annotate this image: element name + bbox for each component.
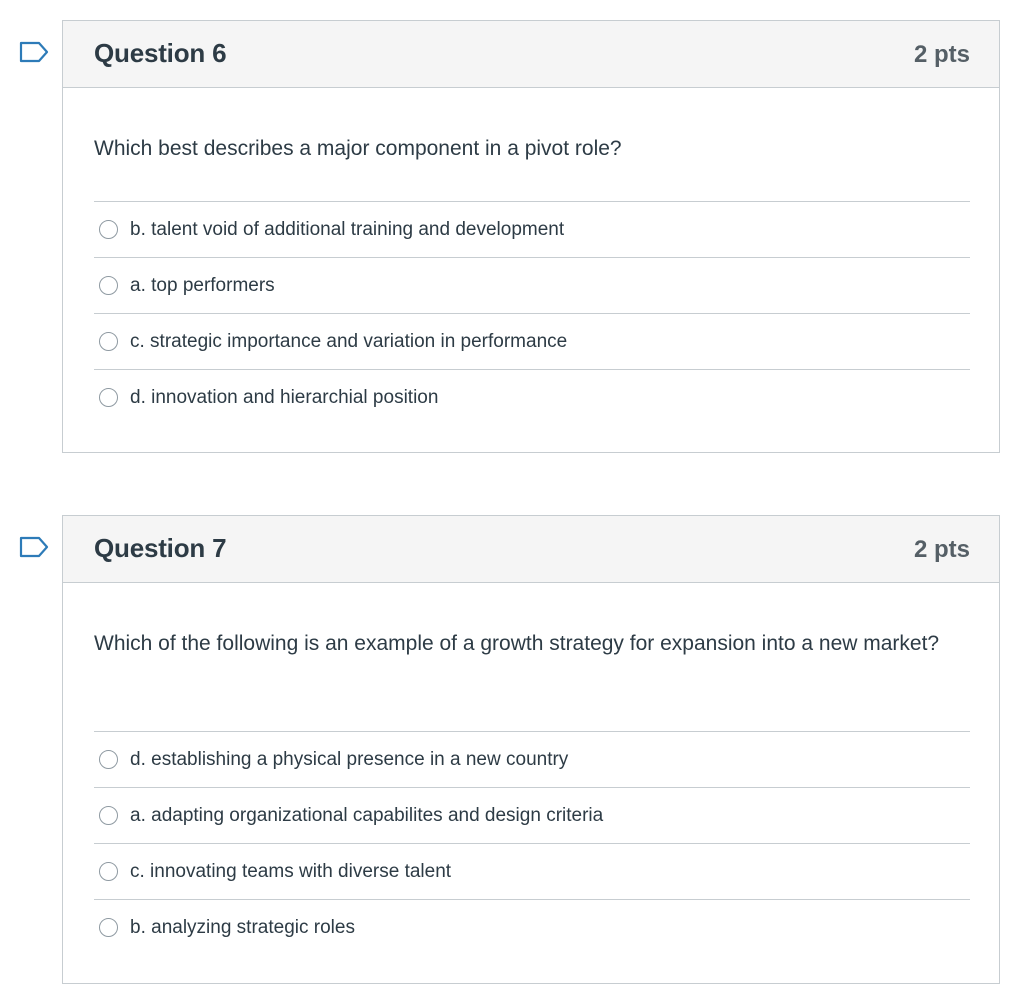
answer-option[interactable]	[94, 844, 970, 900]
answer-option[interactable]	[94, 732, 970, 788]
question-7-card	[62, 515, 1000, 984]
radio-button[interactable]	[99, 918, 118, 937]
radio-button[interactable]	[99, 332, 118, 351]
question-body	[94, 132, 970, 166]
question-header	[63, 516, 999, 583]
question-text: Which best describes a major component in a pivot role?	[94, 137, 622, 160]
radio-button[interactable]	[99, 276, 118, 295]
radio-button[interactable]	[99, 806, 118, 825]
radio-button[interactable]	[99, 750, 118, 769]
question-title: Question 7	[94, 533, 227, 563]
radio-button[interactable]	[99, 862, 118, 881]
radio-button[interactable]	[99, 220, 118, 239]
question-title: Question 6	[94, 38, 227, 68]
question-header	[63, 21, 999, 88]
answer-label: b. analyzing strategic roles	[130, 916, 355, 938]
answer-option[interactable]	[94, 788, 970, 844]
question-body	[94, 627, 970, 661]
answer-list	[94, 201, 970, 425]
answer-option[interactable]	[94, 258, 970, 314]
answer-label: d. establishing a physical presence in a new country	[130, 748, 569, 770]
answer-label: a. adapting organizational capabilites and design criteria	[130, 804, 604, 826]
answer-label: b. talent void of additional training and development	[130, 218, 565, 240]
question-points: 2 pts	[913, 536, 970, 563]
question-6-card	[62, 20, 1000, 453]
answer-label: d. innovation and hierarchial position	[130, 386, 439, 408]
answer-label: a. top performers	[130, 274, 275, 296]
answer-label: c. innovating teams with diverse talent	[130, 860, 452, 882]
answer-label: c. strategic importance and variation in performance	[130, 330, 568, 352]
bookmark-flag-icon[interactable]	[19, 536, 49, 558]
answer-option[interactable]	[94, 314, 970, 370]
answer-option[interactable]	[94, 202, 970, 258]
answer-list	[94, 731, 970, 955]
answer-option[interactable]	[94, 370, 970, 425]
question-points: 2 pts	[913, 41, 970, 68]
question-text: Which of the following is an example of a growth strategy for expansion into a new market?	[94, 632, 940, 655]
bookmark-flag-icon[interactable]	[19, 41, 49, 63]
answer-option[interactable]	[94, 900, 970, 955]
radio-button[interactable]	[99, 388, 118, 407]
